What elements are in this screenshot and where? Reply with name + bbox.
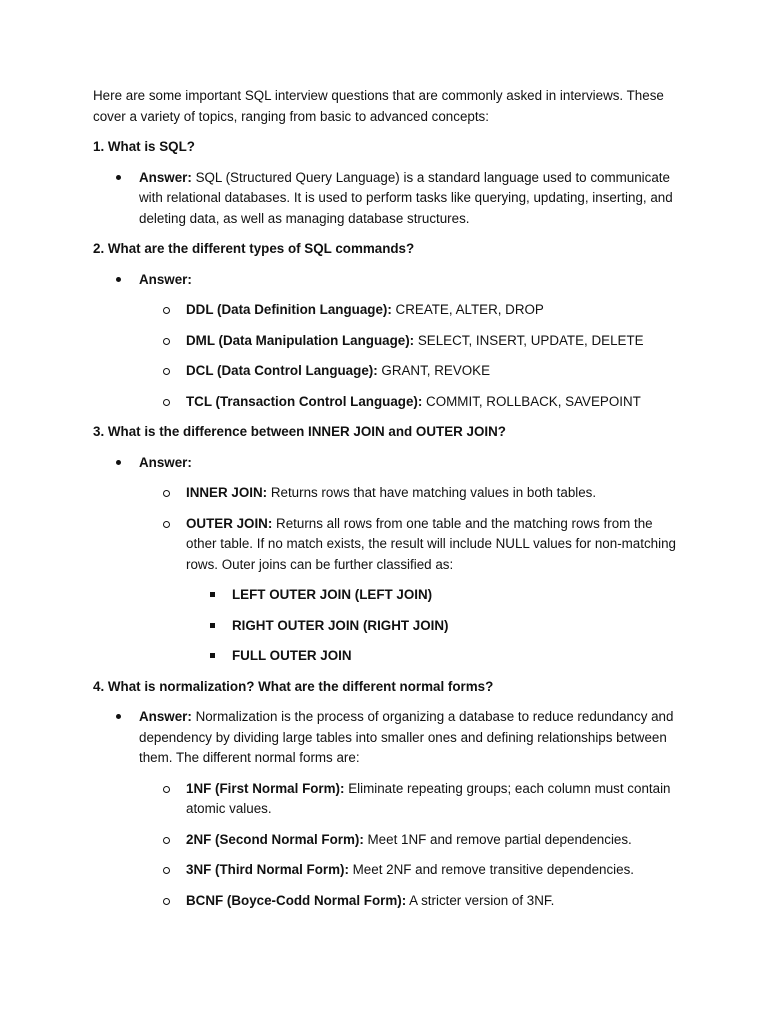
list-item (186, 779, 683, 820)
item-text: A stricter version of 3NF. (406, 892, 555, 908)
item-label: DCL (Data Control Language): (186, 363, 378, 378)
answer-label: Answer: (139, 271, 192, 287)
list-item (186, 300, 683, 321)
item-label: 3NF (Third Normal Form): (186, 862, 349, 877)
bullet-circle-icon (163, 786, 170, 793)
bullet-circle-icon (163, 399, 170, 406)
bullet-dot-icon (116, 460, 121, 465)
item-label: 2NF (Second Normal Form): (186, 831, 364, 847)
item-text: Meet 1NF and remove partial dependencies. (363, 831, 632, 847)
subitem-label: LEFT OUTER JOIN (LEFT JOIN) (232, 587, 433, 602)
list-item (186, 361, 683, 382)
answer-text: Normalization is the process of organizing a database to reduce redundancy and dependency by dividing large tables into smaller ones and defining relationships between them. The different normal forms are: (139, 709, 674, 765)
answer-text: SQL (Structured Query Language) is a standard language used to communicate with relational databases. It is used to perform tasks like querying, updating, inserting, and deleting data, as well as managing database structures. (139, 169, 673, 226)
answer-2 (139, 270, 683, 291)
subitem-label: RIGHT OUTER JOIN (RIGHT JOIN) (232, 617, 449, 633)
answer-3 (139, 453, 683, 474)
bullet-circle-icon (163, 898, 170, 905)
bullet-dot-icon (116, 714, 121, 719)
item-text: Returns rows that have matching values in both tables. (267, 485, 597, 500)
list-item (186, 891, 683, 912)
item-label: TCL (Transaction Control Language): (186, 393, 423, 409)
bullet-dot-icon (116, 175, 121, 180)
answer-4 (139, 707, 683, 769)
list-subitem (232, 616, 683, 637)
answer-label: Answer: (139, 169, 192, 185)
bullet-dot-icon (116, 277, 121, 282)
item-label: BCNF (Boyce-Codd Normal Form): (186, 892, 407, 908)
answer-label: Answer: (139, 454, 192, 470)
bullet-circle-icon (163, 521, 170, 528)
item-label: DML (Data Manipulation Language): (186, 332, 415, 348)
bullet-circle-icon (163, 837, 170, 844)
subitem-label: FULL OUTER JOIN (232, 648, 352, 663)
list-subitem (232, 585, 683, 606)
item-text: Returns all rows from one table and the matching rows from the other table. If no match exists, the result will include NULL values for non-matching rows. Outer joins can be further classified as: (186, 515, 676, 572)
item-label: DDL (Data Definition Language): (186, 302, 392, 317)
question-3: 3. What is the difference between INNER JOIN and OUTER JOIN? (93, 424, 506, 439)
bullet-square-icon (210, 592, 215, 597)
question-4: 4. What is normalization? What are the different normal forms? (93, 678, 494, 694)
bullet-circle-icon (163, 338, 170, 345)
item-text: Meet 2NF and remove transitive dependencies. (348, 862, 634, 877)
bullet-circle-icon (163, 490, 170, 497)
list-item (186, 331, 683, 352)
item-text: CREATE, ALTER, DROP (391, 302, 544, 317)
item-text: COMMIT, ROLLBACK, SAVEPOINT (422, 393, 641, 409)
item-text: GRANT, REVOKE (377, 363, 491, 378)
question-1: 1. What is SQL? (93, 139, 195, 154)
item-label: OUTER JOIN: (186, 515, 273, 531)
item-text: SELECT, INSERT, UPDATE, DELETE (414, 332, 644, 348)
list-item (186, 830, 683, 851)
answer-1 (139, 168, 683, 230)
bullet-circle-icon (163, 307, 170, 314)
document-page (93, 86, 683, 921)
bullet-circle-icon (163, 867, 170, 874)
item-text: Eliminate repeating groups; each column must contain atomic values. (186, 780, 671, 816)
bullet-circle-icon (163, 368, 170, 375)
list-item (186, 392, 683, 413)
question-2: 2. What are the different types of SQL commands? (93, 241, 415, 256)
bullet-square-icon (210, 653, 215, 658)
list-item (186, 514, 683, 576)
intro-paragraph: Here are some important SQL interview questions that are commonly asked in interviews. These cover a variety of topics, ranging from basic to advanced concepts: (93, 88, 664, 124)
list-subitem (232, 646, 683, 667)
answer-label: Answer: (139, 709, 192, 724)
bullet-square-icon (210, 623, 215, 628)
item-label: 1NF (First Normal Form): (186, 780, 345, 796)
item-label: INNER JOIN: (186, 485, 268, 500)
list-item (186, 860, 683, 881)
list-item (186, 483, 683, 504)
